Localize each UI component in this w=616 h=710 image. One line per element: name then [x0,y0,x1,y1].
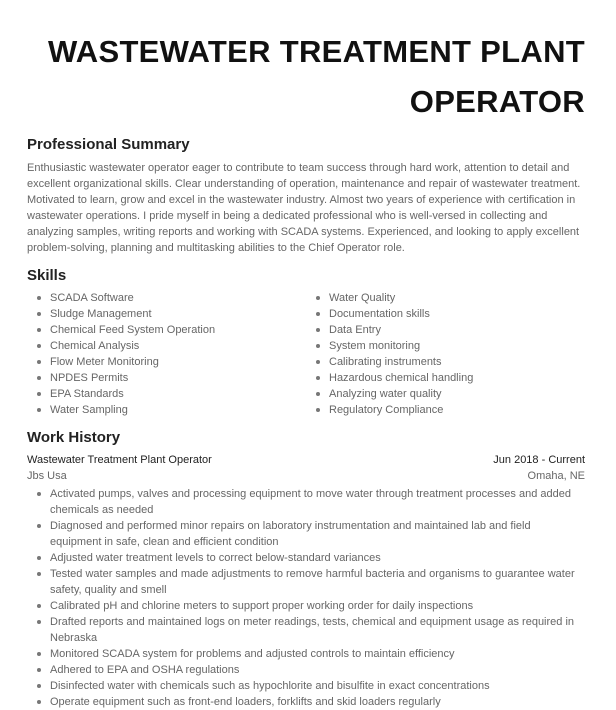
list-item: Drafted reports and maintained logs on meter readings, tests, chemical and equipment usage as required in Nebraska [27,614,585,646]
list-item: NPDES Permits [27,370,306,386]
section-heading: Skills [27,267,67,284]
skills-section [27,266,585,418]
list-item: Regulatory Compliance [306,402,585,418]
candidate-name: WASTEWATER TREATMENT PLANT OPERATOR [47,34,585,119]
company: Jbs Usa [27,470,67,482]
list-item: Calibrated pH and chlorine meters to support proper working order for daily inspections [27,598,585,614]
list-item: SCADA Software [27,290,306,306]
location: Omaha, NE [527,470,585,482]
list-item: Documentation skills [306,306,585,322]
list-item: Diagnosed and performed minor repairs on laboratory instrumentation and maintained lab and field equipment in safe, clean and efficient condition [27,518,585,550]
skills-left [27,290,306,418]
job-bullets [27,486,585,710]
summary-section [27,135,585,256]
list-item: System monitoring [306,338,585,354]
list-item: Data Entry [306,322,585,338]
list-item: Flow Meter Monitoring [27,354,306,370]
job-title: Wastewater Treatment Plant Operator [27,454,212,466]
list-item: Chemical Analysis [27,338,306,354]
section-heading: Work History [27,429,121,446]
work-section [27,428,585,710]
list-item: EPA Standards [27,386,306,402]
job-dates: Jun 2018 - Current [493,454,585,466]
list-item: Calibrating instruments [306,354,585,370]
list-item: Sludge Management [27,306,306,322]
list-item: Adjusted water treatment levels to correct below-standard variances [27,550,585,566]
summary-text: Enthusiastic wastewater operator eager to contribute to team success through hard work, attention to detail and excellent organizational skills. Clear understanding of operation, maintenance and repair of wastewater treatment. Motivated to learn, grow and excel in the wastewater industry. Almost two years of experience with certification in wastewater operations. I pride myself in being a dedicated professional who is well-versed in collecting and analyzing samples, writing reports and working with SCADA systems. Experienced, and looking to apply excellent problem-solving, planning and multitasking abilities to the Chief Operator role. [27,162,581,254]
list-item: Adhered to EPA and OSHA regulations [27,662,585,678]
list-item: Water Quality [306,290,585,306]
list-item: Water Sampling [27,402,306,418]
skills-right [306,290,585,418]
list-item: Hazardous chemical handling [306,370,585,386]
list-item: Activated pumps, valves and processing equipment to move water through treatment processes and added chemicals as needed [27,486,585,518]
list-item: Analyzing water quality [306,386,585,402]
section-heading: Professional Summary [27,136,190,153]
list-item: Tested water samples and made adjustments to remove harmful bacteria and organisms to guarantee water safety, quality and smell [27,566,585,598]
list-item: Monitored SCADA system for problems and adjusted controls to maintain efficiency [27,646,585,662]
list-item: Operate equipment such as front-end loaders, forklifts and skid loaders regularly [27,694,585,710]
list-item: Disinfected water with chemicals such as hypochlorite and bisulfite in exact concentrations [27,678,585,694]
list-item: Chemical Feed System Operation [27,322,306,338]
